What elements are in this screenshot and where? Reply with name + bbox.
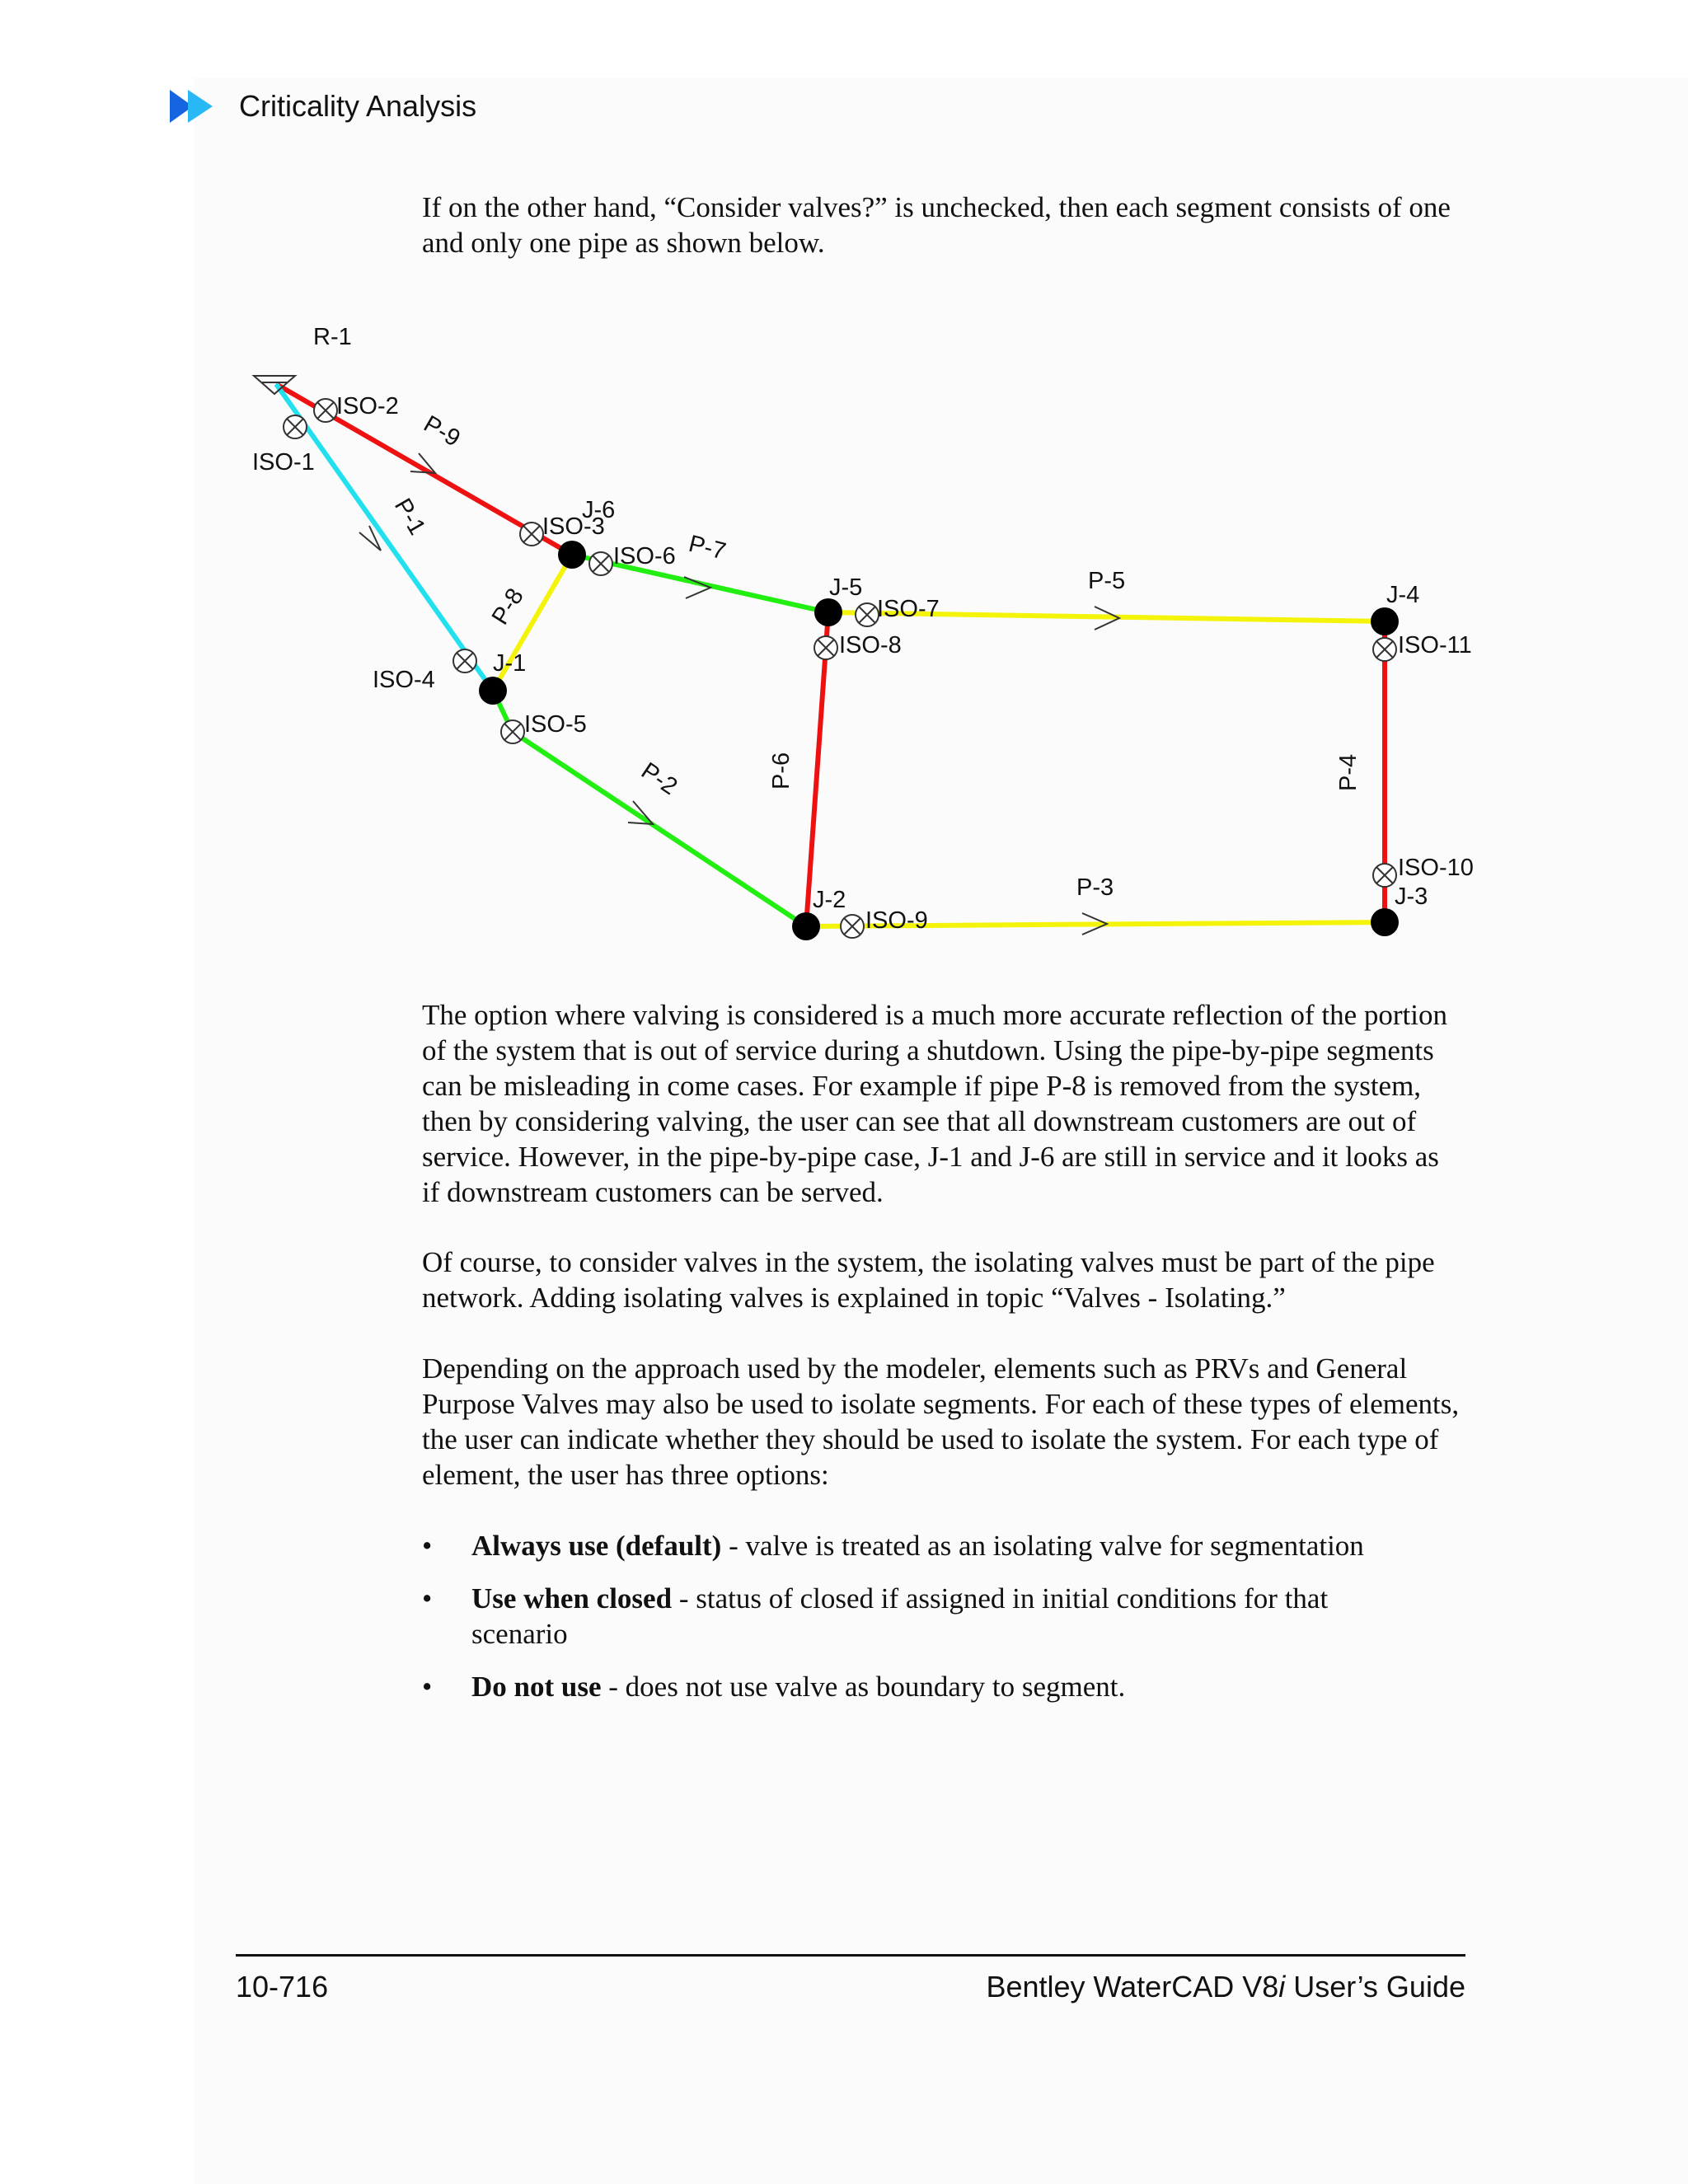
valve-icon — [841, 915, 864, 938]
network-diagram — [0, 0, 1688, 972]
reservoir-label: R-1 — [313, 324, 352, 350]
intro-paragraph: If on the other hand, “Consider valves?” is unchecked, then each segment consists of one and only one pipe as shown below. — [422, 191, 1451, 259]
valve-icon — [856, 603, 879, 626]
guide-title-suffix: User’s Guide — [1285, 1970, 1465, 2004]
junction-icon — [792, 912, 820, 940]
valve-icon — [589, 552, 612, 575]
pipe-label: P-6 — [768, 752, 795, 790]
guide-title-italic: i — [1278, 1970, 1286, 2004]
footer-rule — [236, 1954, 1465, 1957]
junction-icon — [814, 598, 842, 626]
header-title: Criticality Analysis — [239, 89, 477, 123]
valve-label: ISO-1 — [252, 449, 315, 476]
bullet-marker: • — [422, 1671, 433, 1703]
valve-icon — [1373, 638, 1396, 661]
junction-label: J-2 — [813, 887, 846, 913]
junction-icon — [1371, 908, 1399, 936]
valve-label: ISO-8 — [839, 632, 902, 658]
valve-icon — [284, 415, 307, 438]
pipe-label: P-2 — [636, 757, 682, 801]
bullet-text — [471, 1669, 1419, 1704]
valve-label: ISO-7 — [877, 596, 940, 622]
valve-label: ISO-11 — [1398, 632, 1472, 658]
valve-label: ISO-5 — [524, 711, 587, 738]
pipe-label: P-9 — [419, 410, 465, 452]
pipe-label: P-3 — [1076, 874, 1114, 901]
guide-title-prefix: Bentley WaterCAD V8 — [986, 1970, 1279, 2004]
body-paragraph: Depending on the approach used by the modeler, elements such as PRVs and General Purpose Valves may also be used to isolate segments. For each of these types of elements, the user can indicate whether they should be used to isolate the system. For each type of element, the user has three options: — [422, 1352, 1460, 1491]
bullet-description: - valve is treated as an isolating valve for segmentation — [721, 1530, 1364, 1562]
valve-icon — [314, 399, 337, 422]
valve-label: ISO-9 — [865, 907, 928, 934]
pipe-label: P-8 — [486, 583, 529, 630]
valve-label: ISO-6 — [613, 543, 676, 569]
junction-label: J-5 — [829, 574, 863, 601]
bullet-text — [471, 1581, 1419, 1652]
junction-icon — [1371, 607, 1399, 635]
valve-icon — [814, 636, 837, 659]
valve-label: ISO-3 — [542, 513, 605, 540]
bullet-text — [471, 1528, 1419, 1563]
pipe-label: P-7 — [686, 530, 729, 565]
guide-title — [986, 1970, 1465, 2004]
valve-icon — [1373, 864, 1396, 887]
valve-icon — [453, 649, 476, 673]
junction-icon — [479, 677, 507, 705]
body-paragraph: The option where valving is considered is a much more accurate reflection of the portion of the system that is out of service during a shutdown. Using the pipe-by-pipe segments can be misleading in come cases. For example if pipe P-8 is removed from the system, then by considering valving, the user can see that all downstream customers are out of service. However, in the pipe-by-pipe case, J-1 and J-6 are still in service and it looks as if downstream customers can be served. — [422, 999, 1448, 1208]
valve-label: ISO-10 — [1398, 855, 1474, 881]
pipe-label: P-4 — [1335, 753, 1362, 791]
pipe-label: P-5 — [1088, 568, 1126, 594]
valve-icon — [501, 720, 524, 743]
bullet-term: Use when closed — [471, 1582, 673, 1615]
bullet-description: - does not use valve as boundary to segment. — [601, 1671, 1126, 1703]
valve-label: ISO-4 — [373, 667, 435, 693]
valve-icon — [520, 523, 543, 546]
junction-label: J-6 — [582, 497, 616, 523]
pipe-label: P-1 — [388, 494, 431, 540]
junction-label: J-1 — [493, 650, 527, 677]
bullet-term: Do not use — [471, 1671, 602, 1703]
junction-label: J-4 — [1386, 582, 1420, 608]
bullet-term: Always use (default) — [471, 1530, 722, 1562]
bullet-marker: • — [422, 1582, 433, 1615]
body-paragraph: Of course, to consider valves in the system, the isolating valves must be part of the pipe network. Adding isolating valves is explained in topic “Valves - Isolating.” — [422, 1246, 1435, 1314]
junction-label: J-3 — [1395, 883, 1428, 910]
bullet-marker: • — [422, 1530, 433, 1562]
junction-icon — [558, 541, 586, 569]
page-number: 10-716 — [236, 1970, 329, 2004]
bullet-description: - status of closed if assigned in initial conditions for that scenario — [471, 1582, 1329, 1650]
valve-label: ISO-2 — [336, 393, 399, 419]
